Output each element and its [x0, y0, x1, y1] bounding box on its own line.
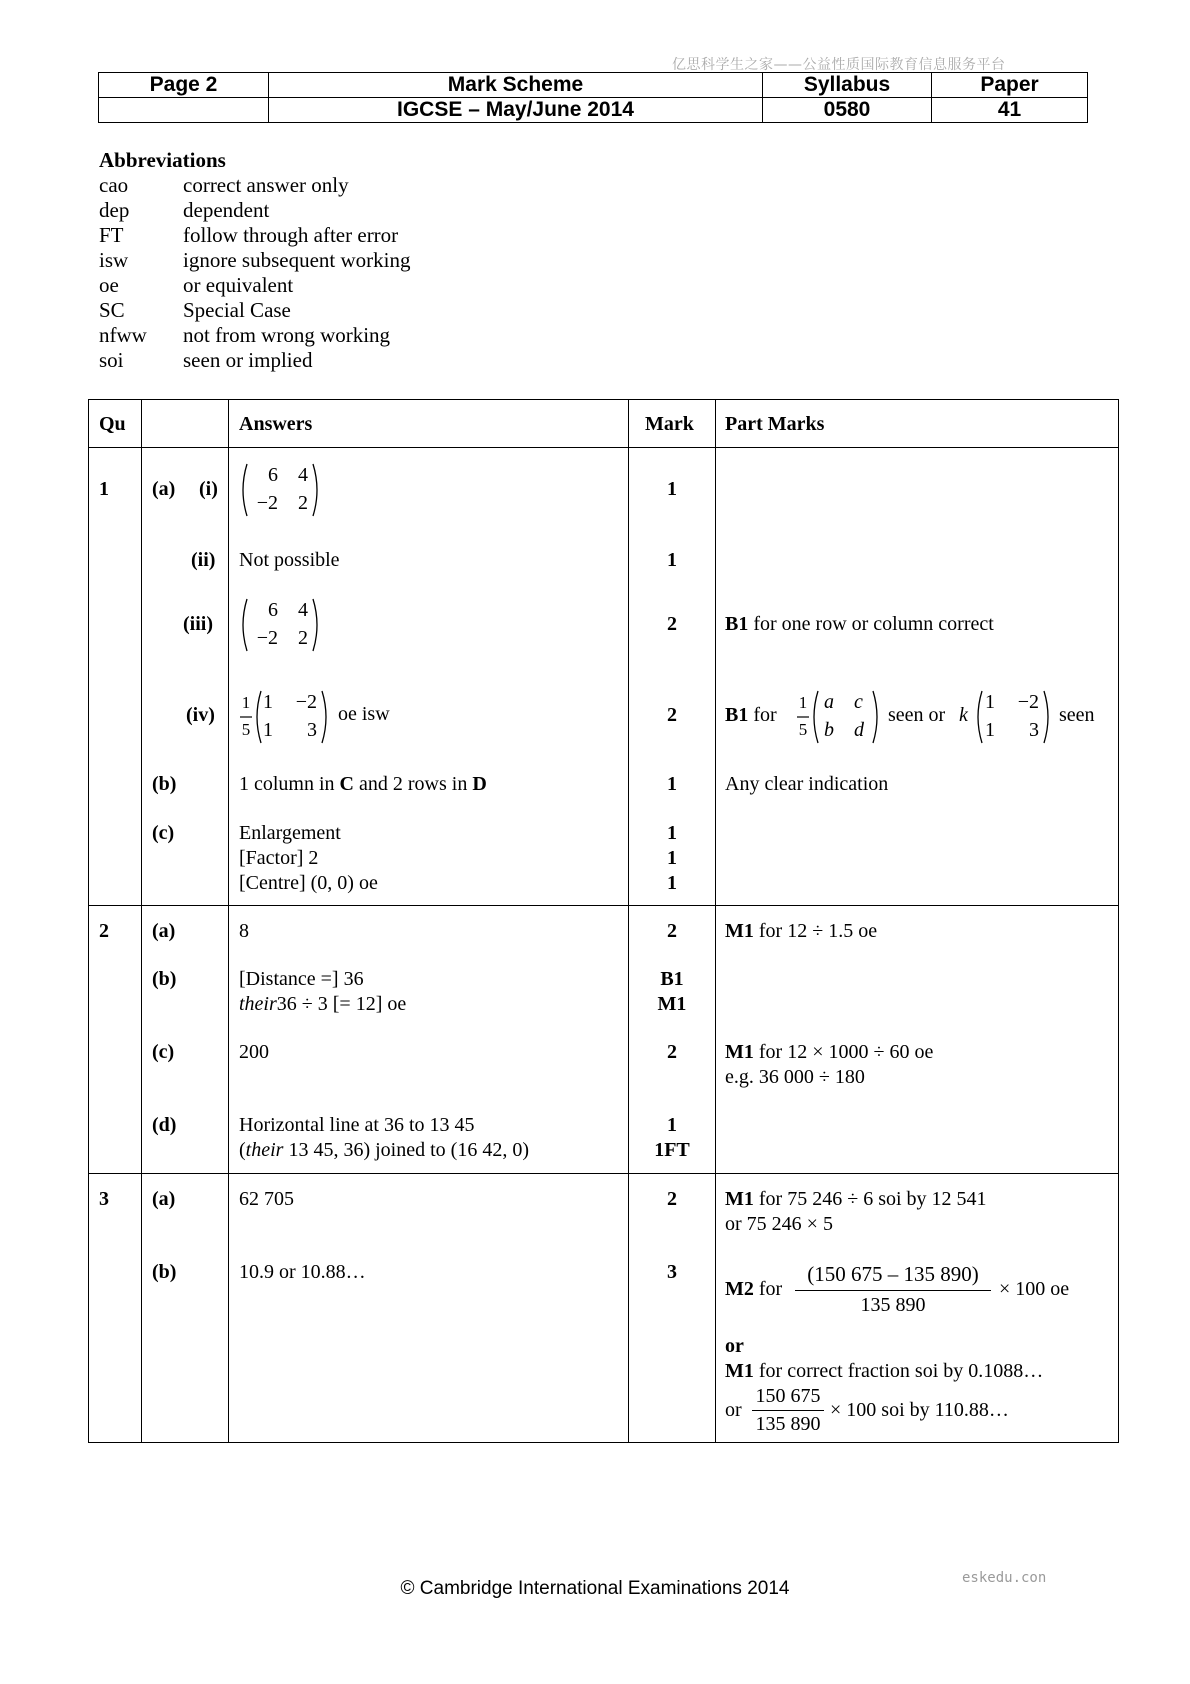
part-mark-text	[725, 1359, 1043, 1384]
mark-value: 2	[667, 1041, 677, 1063]
header-paper-number: 41	[932, 98, 1088, 123]
part-mark-text	[725, 612, 994, 637]
matrix-entry: a	[824, 691, 834, 713]
mark-value: 1	[667, 773, 677, 795]
table-rule	[715, 399, 716, 1443]
part-mark-seen-or: seen or	[888, 704, 946, 726]
table-rule	[1118, 399, 1119, 1443]
question-number: 3	[99, 1188, 109, 1210]
part-label: (c)	[152, 1041, 175, 1063]
abbreviation-meaning: correct answer only	[183, 173, 349, 197]
mark-value: 2	[667, 920, 677, 942]
table-rule	[88, 447, 1119, 448]
header-syllabus-label: Syllabus	[763, 73, 932, 98]
fraction-denominator: 135 890	[755, 1413, 821, 1435]
abbreviation-item	[99, 198, 269, 223]
matrix-entry: 6	[268, 464, 278, 486]
part-mark-fraction	[793, 1261, 993, 1319]
mark-code: B1	[725, 704, 749, 726]
answer-suffix: oe isw	[338, 703, 390, 725]
part-mark-times: × 100 oe	[999, 1278, 1070, 1300]
table-rule	[88, 1442, 1119, 1443]
fraction-denominator: 5	[241, 720, 251, 739]
answer-text: 62 705	[239, 1188, 294, 1210]
mark-value: 1FT	[654, 1139, 690, 1161]
matrix-entry: c	[854, 691, 863, 713]
watermark-top: 亿思科学生之家——公益性质国际教育信息服务平台	[672, 57, 1006, 73]
fraction-numerator: 1	[241, 693, 251, 712]
header-paper-label: Paper	[932, 73, 1088, 98]
fraction-matrix-answer	[239, 689, 331, 745]
mark-code: M1	[725, 1360, 754, 1382]
header-session: IGCSE – May/June 2014	[269, 98, 763, 123]
matrix-entry: 4	[298, 599, 308, 621]
part-mark-text	[725, 703, 777, 728]
matrix-brackets	[238, 462, 322, 518]
part-mark-description: for 12 ÷ 1.5 oe	[758, 920, 878, 942]
answer-matrix-c: C	[339, 773, 354, 795]
abbreviation-meaning: ignore subsequent working	[183, 248, 411, 272]
matrix-entry: b	[824, 719, 834, 741]
fraction-numerator: 1	[798, 693, 808, 712]
column-header-mark: Mark	[645, 413, 694, 435]
part-mark-description: for correct fraction soi by 0.1088…	[758, 1360, 1044, 1382]
part-label: (b)	[152, 1261, 177, 1283]
mark-value: 3	[667, 1261, 677, 1283]
mark-code: M1	[725, 1041, 754, 1063]
matrix-entry: −2	[256, 627, 278, 649]
part-mark-or: or	[725, 1399, 742, 1421]
table-rule	[88, 1173, 1119, 1174]
part-mark-text: e.g. 36 000 ÷ 180	[725, 1066, 865, 1088]
mark-value: 2	[667, 704, 677, 726]
abbreviation-key: nfww	[99, 323, 147, 347]
abbreviation-meaning: dependent	[183, 198, 270, 222]
subpart-label: (iii)	[183, 613, 213, 635]
page-footer: © Cambridge International Examinations 2014	[400, 1578, 790, 1599]
answer-text: Enlargement	[239, 822, 341, 844]
mark-value: 1	[667, 847, 677, 869]
table-rule	[228, 399, 229, 1443]
answer-fragment: 1 column in	[239, 773, 340, 795]
table-rule	[141, 399, 142, 1443]
matrix-entry: 2	[298, 492, 308, 514]
matrix-entry: 4	[298, 464, 308, 486]
answer-text	[239, 1138, 529, 1163]
subpart-label: (ii)	[191, 549, 216, 571]
answer-text: [Factor] 2	[239, 847, 319, 869]
matrix-entry: −2	[295, 691, 317, 713]
abbreviation-item	[99, 298, 291, 323]
matrix-entry: 1	[985, 719, 995, 741]
part-label: (c)	[152, 822, 175, 844]
header-syllabus-code: 0580	[763, 98, 932, 123]
mark-code: M1	[725, 1188, 754, 1210]
mark-code: M2	[725, 1278, 754, 1300]
answer-fragment: 36 ÷ 3 [= 12] oe	[276, 993, 407, 1015]
mark-scheme-table	[88, 399, 1119, 1443]
part-mark-text: Any clear indication	[725, 773, 889, 795]
matrix-entry: −2	[256, 492, 278, 514]
header-page: Page 2	[99, 73, 269, 98]
answer-text: 8	[239, 920, 249, 942]
question-number: 2	[99, 920, 109, 942]
mark-value: 1	[667, 478, 677, 500]
fraction-denominator: 5	[798, 720, 808, 739]
part-mark-description: for 12 × 1000 ÷ 60 oe	[758, 1041, 934, 1063]
abbreviation-item	[99, 173, 349, 198]
matrix-entry: 2	[298, 627, 308, 649]
answer-text	[239, 772, 487, 797]
part-label: (a)	[152, 478, 176, 500]
matrix-entry: 1	[985, 691, 995, 713]
part-mark-description: for 75 246 ÷ 6 soi by 12 541	[758, 1188, 987, 1210]
abbreviation-item	[99, 273, 293, 298]
abbreviation-key: FT	[99, 223, 124, 247]
mark-value: B1	[660, 968, 684, 990]
mark-value: 2	[667, 613, 677, 635]
abbreviation-item	[99, 323, 390, 348]
part-mark-text: × 100 soi by 110.88…	[830, 1399, 1009, 1421]
part-mark-text	[725, 1187, 987, 1212]
subpart-label: (iv)	[186, 704, 215, 726]
part-mark-text	[725, 919, 877, 944]
answer-text: 200	[239, 1041, 269, 1063]
fraction-bar	[795, 1290, 991, 1291]
part-mark-matrix	[973, 689, 1053, 745]
part-mark-or: or	[725, 1335, 744, 1357]
abbreviation-key: dep	[99, 198, 130, 222]
part-label: (d)	[152, 1114, 177, 1136]
matrix-entry: 3	[1029, 719, 1039, 741]
abbreviation-meaning: Special Case	[183, 298, 291, 322]
abbreviation-key: cao	[99, 173, 129, 197]
answer-text: Not possible	[239, 549, 340, 571]
part-mark-description: for one row or column correct	[753, 613, 994, 635]
table-rule	[88, 399, 1119, 400]
column-header-answers: Answers	[239, 413, 313, 435]
subpart-label: (i)	[199, 478, 218, 500]
fraction-bar	[752, 1410, 824, 1411]
abbreviation-meaning: or equivalent	[183, 273, 294, 297]
part-mark-for: for	[753, 704, 777, 726]
watermark-bottom: eskedu.con	[962, 1570, 1047, 1586]
fraction-and-brackets	[239, 689, 331, 745]
mark-value: M1	[657, 993, 687, 1015]
abbreviation-meaning: seen or implied	[183, 348, 313, 372]
answer-matrix-d: D	[472, 773, 487, 795]
part-mark-text	[725, 1040, 933, 1065]
matrix-answer	[238, 597, 322, 653]
mark-value: 2	[667, 1188, 677, 1210]
answer-fragment: and 2 rows in	[354, 773, 473, 795]
matrix-brackets	[238, 597, 322, 653]
mark-value: 1	[667, 549, 677, 571]
question-number: 1	[99, 478, 109, 500]
part-label: (a)	[152, 920, 176, 942]
mark-value: 1	[667, 1114, 677, 1136]
part-mark-fraction-matrix	[796, 689, 882, 745]
part-mark-fraction	[748, 1384, 828, 1438]
answer-text	[239, 992, 406, 1017]
part-label: (a)	[152, 1188, 176, 1210]
matrix-entry: d	[854, 719, 864, 741]
answer-fragment: (	[239, 1139, 246, 1161]
matrix-entry: 6	[268, 599, 278, 621]
answer-text: Horizontal line at 36 to 13 45	[239, 1114, 475, 1136]
header-title: Mark Scheme	[269, 73, 763, 98]
table-rule	[88, 905, 1119, 906]
part-mark-for: for	[758, 1278, 783, 1300]
abbreviation-meaning: follow through after error	[183, 223, 399, 247]
abbreviations-title: Abbreviations	[99, 148, 226, 172]
header-table	[98, 72, 1088, 123]
answer-text: [Distance =] 36	[239, 968, 364, 990]
answer-italic: their	[245, 1139, 284, 1161]
matrix-entry: 1	[263, 691, 273, 713]
answer-text: 10.9 or 10.88…	[239, 1261, 366, 1283]
answer-fragment: 13 45, 36) joined to (16 42, 0)	[283, 1139, 529, 1161]
part-label: (b)	[152, 968, 177, 990]
mark-code: M1	[725, 920, 754, 942]
abbreviation-key: isw	[99, 248, 129, 272]
abbreviation-key: SC	[99, 298, 125, 322]
mark-value: 1	[667, 822, 677, 844]
abbreviation-item	[99, 248, 410, 273]
matrix-entry: −2	[1017, 691, 1039, 713]
part-mark-seen: seen	[1059, 704, 1095, 726]
abbreviation-key: soi	[99, 348, 124, 372]
part-mark-k: k	[959, 704, 968, 726]
mark-code: B1	[725, 613, 749, 635]
fraction-numerator: (150 675 – 135 890)	[807, 1262, 979, 1286]
column-header-qu: Qu	[99, 413, 126, 435]
matrix-answer	[238, 462, 322, 518]
matrix-entry: 1	[263, 719, 273, 741]
matrix-entry: 3	[307, 719, 317, 741]
part-mark-text: or 75 246 × 5	[725, 1213, 833, 1235]
column-header-part-marks: Part Marks	[725, 413, 825, 435]
part-label: (b)	[152, 773, 177, 795]
abbreviation-item	[99, 348, 312, 373]
abbreviation-key: oe	[99, 273, 119, 297]
mark-value: 1	[667, 872, 677, 894]
header-page-blank	[99, 98, 269, 123]
abbreviation-meaning: not from wrong working	[183, 323, 391, 347]
table-rule	[88, 399, 89, 1443]
fraction-numerator: 150 675	[755, 1385, 821, 1407]
fraction-denominator: 135 890	[860, 1294, 926, 1316]
answer-italic: their	[239, 993, 277, 1015]
part-mark-text	[725, 1277, 782, 1302]
abbreviation-item	[99, 223, 398, 248]
answer-text: [Centre] (0, 0) oe	[239, 872, 378, 894]
